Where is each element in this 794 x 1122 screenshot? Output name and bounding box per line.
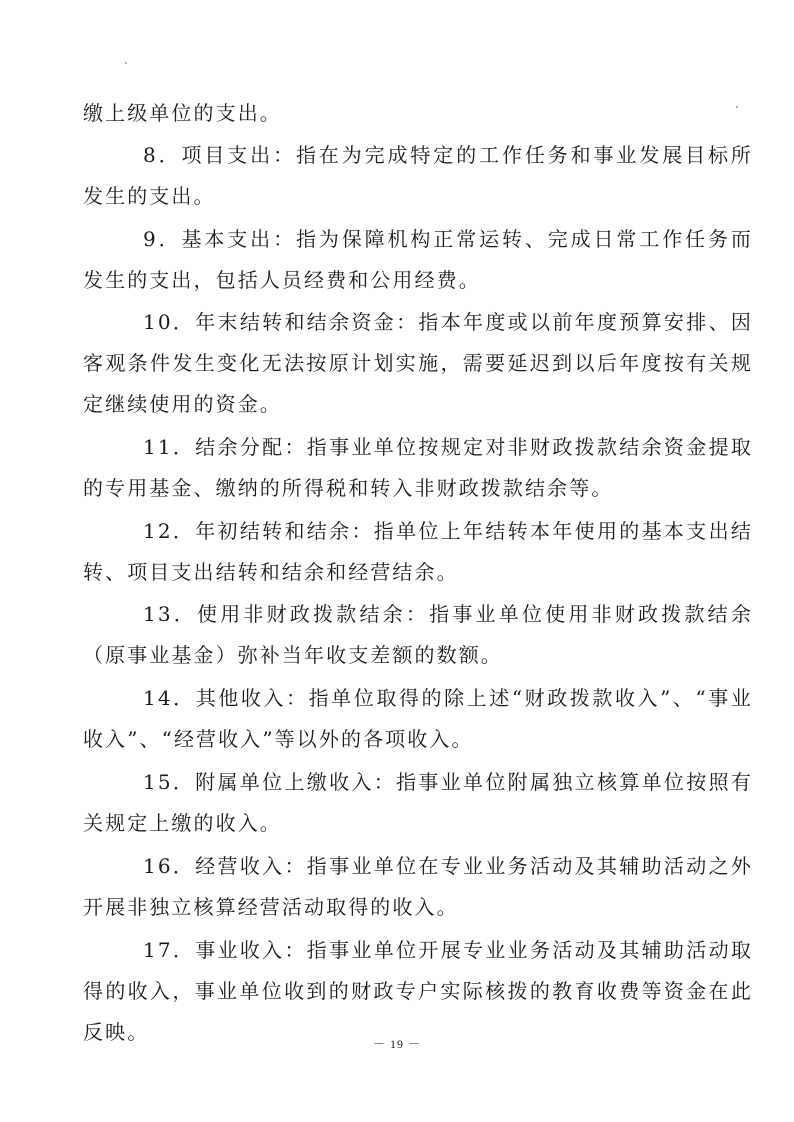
paragraph-item-14: 14．其他收入：指单位取得的除上述“财政拨款收入”、“事业收入”、“经营收入”等以外的各项收入。 (83, 686, 753, 751)
page-number: － 19 － (372, 1037, 421, 1051)
paragraph-continuation: 缴上级单位的支出。 (83, 101, 282, 125)
paragraph-item-10: 10．年末结转和结余资金：指本年度或以前年度预算安排、因客观条件发生变化无法按原计划实施，需要延迟到以后年度按有关规定继续使用的资金。 (83, 310, 753, 416)
paragraph-item-9: 9．基本支出：指为保障机构正常运转、完成日常工作任务而发生的支出，包括人员经费和公用经费。 (83, 227, 753, 292)
paragraph-item-12: 12．年初结转和结余：指单位上年结转本年使用的基本支出结转、项目支出结转和结余和经营结余。 (83, 519, 753, 584)
paragraph-item-8: 8．项目支出：指在为完成特定的工作任务和事业发展目标所发生的支出。 (83, 143, 753, 208)
paragraph-item-13: 13．使用非财政拨款结余：指事业单位使用非财政拨款结余（原事业基金）弥补当年收支差额的数额。 (83, 602, 753, 667)
paragraph-item-15: 15．附属单位上缴收入：指事业单位附属独立核算单位按照有关规定上缴的收入。 (83, 770, 753, 835)
paragraph-item-17: 17．事业收入：指事业单位开展专业业务活动及其辅助活动取得的收入，事业单位收到的财政专户实际核拨的教育收费等资金在此反映。 (83, 938, 753, 1044)
scan-speck (125, 62, 127, 64)
paragraph-item-16: 16．经营收入：指事业单位在专业业务活动及其辅助活动之外开展非独立核算经营活动取得的收入。 (83, 854, 753, 919)
paragraph-item-11: 11．结余分配：指事业单位按规定对非财政拨款结余资金提取的专用基金、缴纳的所得税和转入非财政拨款结余等。 (83, 435, 753, 500)
